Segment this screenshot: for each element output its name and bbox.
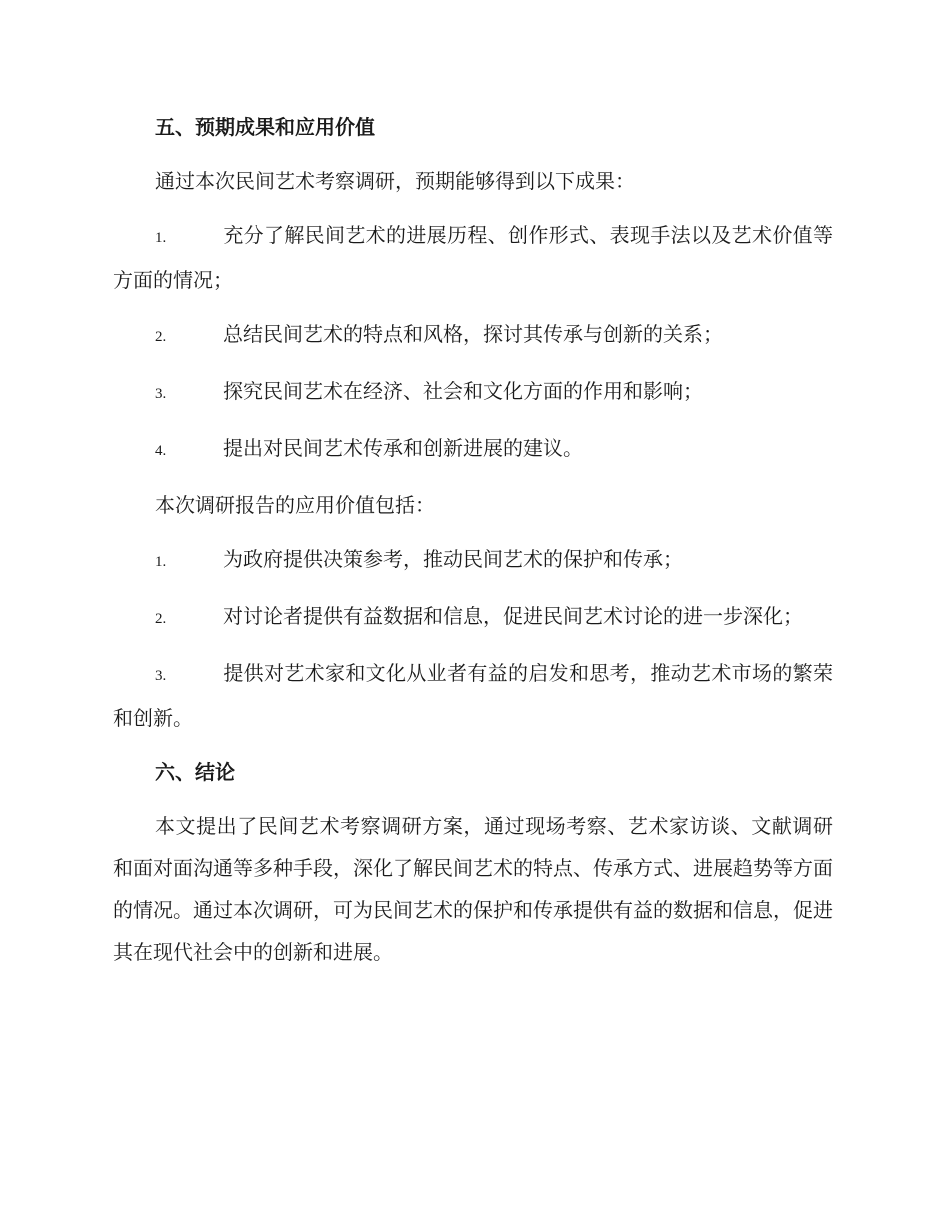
outcome-item-3 [113, 370, 833, 415]
list-number: 1. [155, 230, 167, 246]
outcome-item-2 [113, 313, 833, 358]
value-item-1 [113, 538, 833, 583]
list-number: 1. [155, 554, 167, 570]
list-text: 充分了解民间艺术的进展历程、创作形式、表现手法以及艺术价值等方面的情况； [113, 223, 833, 292]
list-number: 3. [155, 386, 167, 402]
outcomes-intro: 通过本次民间艺术考察调研，预期能够得到以下成果： [155, 169, 635, 193]
list-text: 对讨论者提供有益数据和信息，促进民间艺术讨论的进一步深化； [223, 604, 803, 628]
list-number: 3. [155, 668, 167, 684]
list-number: 2. [155, 329, 167, 345]
conclusion-body: 本文提出了民间艺术考察调研方案，通过现场考察、艺术家访谈、文献调研和面对面沟通等多种手段，深化了解民间艺术的特点、传承方式、进展趋势等方面的情况。通过本次调研，可为民间艺术的保护和传承提供有益的数据和信息，促进其在现代社会中的创新和进展。 [113, 814, 833, 964]
outcome-item-4 [113, 427, 833, 472]
list-text: 为政府提供决策参考，推动民间艺术的保护和传承； [223, 547, 683, 571]
value-item-3 [113, 652, 833, 739]
section-heading-conclusion: 六、结论 [155, 760, 235, 784]
value-item-2 [113, 595, 833, 640]
outcome-item-1 [113, 214, 833, 301]
list-number: 2. [155, 611, 167, 627]
list-text: 总结民间艺术的特点和风格，探讨其传承与创新的关系； [223, 322, 723, 346]
value-intro: 本次调研报告的应用价值包括： [155, 493, 435, 517]
list-number: 4. [155, 443, 167, 459]
list-text: 探究民间艺术在经济、社会和文化方面的作用和影响； [223, 379, 703, 403]
list-text: 提供对艺术家和文化从业者有益的启发和思考，推动艺术市场的繁荣和创新。 [113, 661, 833, 730]
document-content [113, 106, 833, 985]
section-heading-expected-results: 五、预期成果和应用价值 [155, 115, 375, 139]
list-text: 提出对民间艺术传承和创新进展的建议。 [223, 436, 583, 460]
